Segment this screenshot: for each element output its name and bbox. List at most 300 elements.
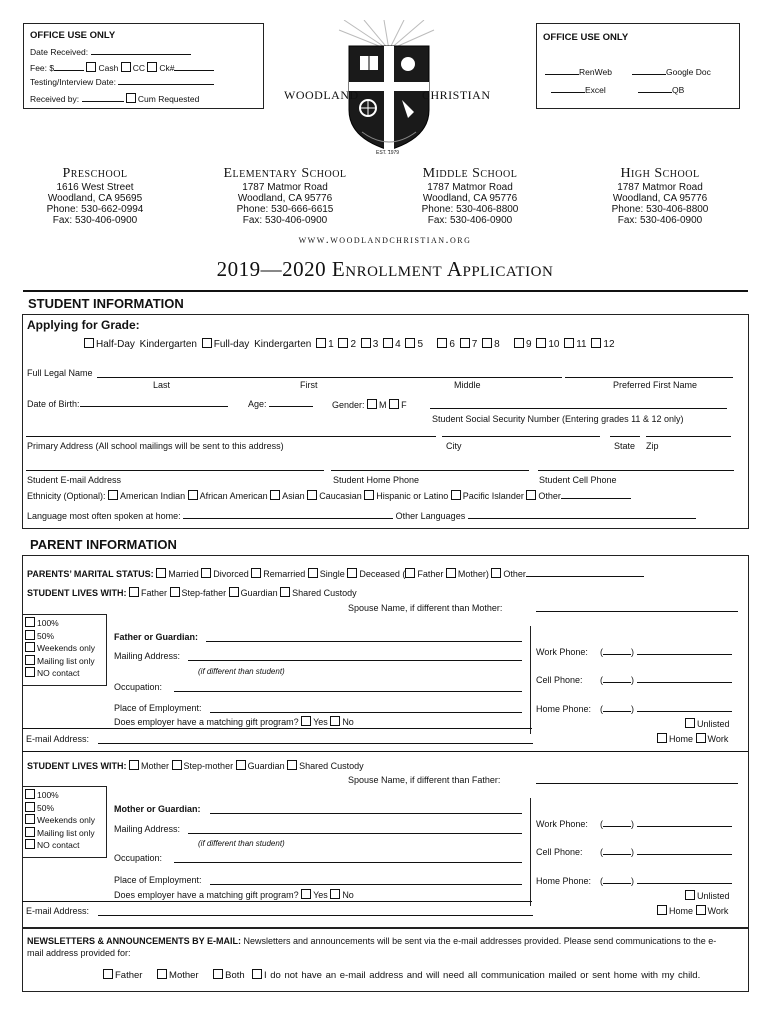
home-label: Home [669, 734, 694, 744]
matching-gift-label: Does employer have a matching gift program? [114, 717, 299, 727]
ssn-field[interactable] [430, 408, 727, 409]
newsletter-option: Mother [169, 970, 199, 981]
custody-option: NO contact [37, 668, 80, 678]
excel-label: Excel [585, 85, 606, 95]
cum-requested-checkbox[interactable] [126, 93, 136, 103]
school-logo [284, 20, 494, 160]
newsletter-text [27, 935, 717, 959]
ethnicity-option: Caucasian [319, 491, 362, 501]
received-by-label: Received by: [30, 94, 80, 104]
newsletter-option: I do not have an e-mail address and will need all communication mailed or sent home with my child. [264, 970, 701, 981]
grade-label: 7 [471, 339, 478, 350]
work-phone-label-1: Work Phone: [536, 647, 588, 657]
student-info-header: STUDENT INFORMATION [28, 296, 184, 311]
ethnicity-other-checkbox[interactable] [526, 490, 536, 500]
home-phone-label-1: Home Phone: [536, 704, 592, 714]
unlisted-label: Unlisted [697, 719, 730, 729]
excel-field[interactable] [551, 92, 585, 93]
gender-label: Gender: [332, 400, 365, 410]
student-email-field[interactable] [26, 470, 324, 471]
marital-status-label: PARENTS’ MARITAL STATUS: [27, 569, 154, 579]
marital-deceased-checkbox[interactable] [347, 568, 357, 578]
mailing-address-field-1[interactable] [188, 660, 522, 661]
grade-12-checkbox[interactable] [591, 338, 601, 348]
state-field[interactable] [610, 436, 640, 437]
custody-option: Weekends only [37, 643, 95, 653]
city-field[interactable] [442, 436, 600, 437]
email-type-row-1 [657, 733, 728, 744]
marital-married-checkbox[interactable] [156, 568, 166, 578]
lives-with-option: Mother [141, 761, 170, 771]
ssn-label: Student Social Security Number (Entering grades 11 & 12 only) [432, 414, 684, 424]
home-phone-field-1[interactable]: ( ) [600, 704, 732, 714]
custody-list-2 [25, 789, 95, 852]
deceased-mother-checkbox[interactable] [446, 568, 456, 578]
cell-phone-label-2: Cell Phone: [536, 847, 583, 857]
grade-label: 3 [372, 339, 379, 350]
marital-single-checkbox[interactable] [308, 568, 318, 578]
ck-checkbox[interactable] [147, 62, 157, 72]
ethnicity-pacific-islander-checkbox[interactable] [451, 490, 461, 500]
lives-with-guardian-checkbox[interactable] [229, 587, 239, 597]
lives-with-option: Shared Custody [299, 761, 364, 771]
grade-1-checkbox[interactable] [316, 338, 326, 348]
home-phone-label-2: Home Phone: [536, 876, 592, 886]
spouse-name-label-1: Spouse Name, if different than Mother: [348, 603, 503, 613]
qb-field[interactable] [638, 92, 672, 93]
other-languages-label: Other Languages [395, 511, 466, 521]
school-name: Elementary School [223, 166, 347, 181]
occupation-label-1: Occupation: [114, 682, 163, 692]
matching-gift-label: Does employer have a matching gift program? [114, 890, 299, 900]
home-label: Home [669, 906, 694, 916]
place-employment-field-2[interactable] [210, 884, 522, 885]
yes-label: Yes [313, 890, 328, 900]
ethnicity-option: Hispanic or Latino [376, 491, 449, 501]
matching-gift-row-2 [114, 889, 354, 900]
occupation-label-2: Occupation: [114, 853, 163, 863]
grade-label: 8 [494, 339, 500, 350]
custody-no-contact-checkbox[interactable] [25, 667, 35, 677]
unlisted-row-2 [685, 890, 730, 901]
custody-100-checkbox[interactable] [25, 789, 35, 799]
lives-with-label: STUDENT LIVES WITH: [27, 761, 127, 771]
school-address-1: 1787 Matmor Road [242, 182, 328, 193]
custody-weekends-checkbox[interactable] [25, 642, 35, 652]
lives-with-shared-custody-checkbox[interactable] [280, 587, 290, 597]
state-label: State [614, 441, 636, 451]
newsletter-description: Newsletters and announcements will be sent via the e-mail addresses provided. Please send communications to the e-mail address provided for: [27, 936, 717, 958]
custody-50-checkbox[interactable] [25, 630, 35, 640]
grade-4-checkbox[interactable] [383, 338, 393, 348]
city-label: City [446, 441, 462, 451]
dob-label: Date of Birth: [27, 399, 80, 409]
marital-option: Single [319, 569, 345, 579]
grade-11-checkbox[interactable] [564, 338, 574, 348]
date-received-field[interactable] [91, 54, 191, 55]
school-name: Middle School [422, 166, 518, 181]
school-address-1: 1787 Matmor Road [427, 182, 513, 193]
place-employment-label-2: Place of Employment: [114, 875, 202, 885]
custody-100-checkbox[interactable] [25, 617, 35, 627]
school-fax: Fax: 530-406-0900 [52, 215, 138, 226]
parent-info-header: PARENT INFORMATION [30, 537, 177, 552]
newsletter-options [103, 969, 700, 981]
google-doc-field[interactable] [632, 74, 666, 75]
grade-half-day-k-checkbox[interactable] [84, 338, 94, 348]
mailing-address-field-2[interactable] [188, 833, 522, 834]
custody-option: 50% [37, 630, 55, 641]
lives-with-option: Step-mother [183, 761, 234, 771]
occupation-field-1[interactable] [174, 691, 522, 692]
age-label: Age: [248, 399, 267, 409]
cash-label: Cash [98, 63, 119, 73]
grade-6-checkbox[interactable] [437, 338, 447, 348]
renweb-row [545, 67, 612, 77]
custody-option: Weekends only [37, 815, 95, 825]
email-label-1: E-mail Address: [26, 734, 90, 744]
fee-row [30, 62, 214, 73]
website-link[interactable]: www.woodlandchristian.org [298, 232, 472, 246]
school-phone: Phone: 530-662-0994 [46, 204, 144, 215]
ethnicity-american-indian-checkbox[interactable] [108, 490, 118, 500]
gender-m-checkbox[interactable] [367, 399, 377, 409]
place-employment-field-1[interactable] [210, 712, 522, 713]
unlisted-checkbox[interactable] [685, 890, 695, 900]
testing-label: Testing/Interview Date: [30, 77, 116, 87]
primary-address-label: Primary Address (All school mailings will be sent to this address) [27, 441, 284, 451]
custody-option: Mailing list only [37, 827, 95, 838]
student-home-phone-field[interactable] [331, 470, 529, 471]
testing-row [30, 77, 214, 87]
unlisted-checkbox[interactable] [685, 718, 695, 728]
mailing-address-label-1: Mailing Address: [114, 651, 181, 661]
cum-requested-label: Cum Requested [137, 94, 200, 104]
work-label: Work [707, 734, 729, 744]
newsletter-mother-checkbox[interactable] [157, 969, 167, 979]
logo-text-left: WOODLAND [284, 88, 359, 102]
middle-name-label: Middle [454, 380, 481, 390]
spouse-name-label-2: Spouse Name, if different than Father: [348, 775, 501, 785]
ethnicity-option: Asian [282, 491, 305, 501]
matching-yes-checkbox[interactable] [301, 889, 311, 899]
matching-yes-checkbox[interactable] [301, 716, 311, 726]
lives-with-guardian-2-checkbox[interactable] [236, 760, 246, 770]
fee-label: Fee: $ [30, 63, 55, 73]
newsletter-option: Both [225, 970, 245, 981]
qb-label: QB [672, 85, 685, 95]
excel-row [551, 85, 606, 95]
date-received-label: Date Received: [30, 47, 89, 57]
school-address-2: Woodland, CA 95695 [47, 193, 143, 204]
newsletter-label: NEWSLETTERS & ANNOUNCEMENTS BY E-MAIL: [27, 936, 242, 946]
google-doc-label: Google Doc [666, 67, 711, 77]
renweb-label: RenWeb [579, 67, 612, 77]
received-by-row [30, 93, 199, 104]
school-address-2: Woodland, CA 95776 [237, 193, 333, 204]
email-label-2: E-mail Address: [26, 906, 90, 916]
dob-field[interactable] [80, 406, 228, 407]
testing-field[interactable] [118, 84, 214, 85]
cc-checkbox[interactable] [121, 62, 131, 72]
mother-guardian-label: Mother or Guardian: [114, 804, 201, 814]
if-different-label-1: (if different than student) [198, 667, 285, 676]
logo-text-right: CHRISTIAN [422, 88, 491, 102]
grade-5-checkbox[interactable] [405, 338, 415, 348]
gender-f-label: F [401, 400, 407, 410]
zip-label: Zip [646, 441, 659, 451]
grade-10-checkbox[interactable] [536, 338, 546, 348]
grade-full-day-k-checkbox[interactable] [202, 338, 212, 348]
custody-no-contact-checkbox[interactable] [25, 839, 35, 849]
cell-phone-label-1: Cell Phone: [536, 675, 583, 685]
grade-8-checkbox[interactable] [482, 338, 492, 348]
grade-label: 6 [449, 339, 455, 350]
school-name: Preschool [62, 166, 128, 181]
email-field-1[interactable] [98, 743, 533, 744]
last-name-label: Last [153, 380, 171, 390]
student-cell-phone-label: Student Cell Phone [539, 475, 617, 485]
work-phone-field-1[interactable]: ( ) [600, 647, 732, 657]
received-by-field[interactable] [82, 101, 124, 102]
full-legal-name-label: Full Legal Name [27, 368, 93, 378]
fee-field[interactable] [54, 70, 84, 71]
school-middle [390, 166, 550, 226]
unlisted-row-1 [685, 718, 730, 729]
ethnicity-row [27, 490, 631, 501]
dob-row [27, 399, 228, 409]
language-row [27, 511, 696, 521]
marital-option: Other [503, 569, 526, 579]
first-name-label: First [300, 380, 318, 390]
marital-option: Remarried [263, 569, 306, 579]
school-address-1: 1616 West Street [56, 182, 134, 193]
lives-with-stepfather-checkbox[interactable] [170, 587, 180, 597]
marital-option: Father [417, 569, 444, 579]
parent-divider-v2 [530, 798, 531, 906]
matching-no-checkbox[interactable] [330, 716, 340, 726]
office-use-left-title: OFFICE USE ONLY [30, 30, 116, 41]
grade-label: 4 [395, 339, 401, 350]
lives-with-option: Father [141, 588, 168, 598]
custody-option: Mailing list only [37, 655, 95, 666]
cell-phone-field-2[interactable]: ( ) [600, 847, 732, 857]
email-field-2[interactable] [98, 915, 533, 916]
student-email-label: Student E-mail Address [27, 475, 122, 485]
student-home-phone-label: Student Home Phone [333, 475, 420, 485]
school-phone: Phone: 530-406-8800 [611, 204, 709, 215]
primary-address-field[interactable] [26, 436, 436, 437]
marital-option: Divorced [213, 569, 249, 579]
lives-with-option: Guardian [247, 761, 285, 771]
age-row [248, 399, 313, 409]
parent-section-divider [22, 751, 748, 752]
grade-7-checkbox[interactable] [460, 338, 470, 348]
gender-row [332, 399, 407, 410]
ethnicity-caucasian-checkbox[interactable] [307, 490, 317, 500]
school-fax: Fax: 530-406-0900 [427, 215, 513, 226]
custody-mailing-checkbox[interactable] [25, 827, 35, 837]
school-phone: Phone: 530-666-6615 [236, 204, 334, 215]
gender-m-label: M [379, 400, 387, 410]
spouse-name-field-1[interactable] [536, 611, 738, 612]
lives-with-stepmother-checkbox[interactable] [172, 760, 182, 770]
place-employment-label-1: Place of Employment: [114, 703, 202, 713]
language-field[interactable] [183, 518, 393, 519]
custody-list-1 [25, 617, 95, 680]
age-field[interactable] [269, 406, 313, 407]
ethnicity-option: African American [199, 491, 268, 501]
language-label: Language most often spoken at home: [27, 511, 181, 521]
renweb-field[interactable] [545, 74, 579, 75]
father-guardian-label: Father or Guardian: [114, 632, 199, 642]
logo-est: EST. 1979 [376, 150, 400, 156]
grade-label: Half-Day Kindergarten [96, 339, 197, 350]
lives-with-option: Guardian [240, 588, 278, 598]
school-address-2: Woodland, CA 95776 [612, 193, 708, 204]
qb-row [638, 85, 684, 95]
email-home-checkbox[interactable] [657, 905, 667, 915]
office-use-right-title: OFFICE USE ONLY [543, 32, 629, 43]
unlisted-label: Unlisted [697, 891, 730, 901]
grade-2-checkbox[interactable] [338, 338, 348, 348]
grade-label: 2 [350, 339, 357, 350]
grade-label: 5 [417, 339, 424, 350]
work-label: Work [707, 906, 729, 916]
email-work-checkbox[interactable] [696, 905, 706, 915]
lives-with-label: STUDENT LIVES WITH: [27, 588, 127, 598]
lives-with-father-checkbox[interactable] [129, 587, 139, 597]
school-fax: Fax: 530-406-0900 [617, 215, 703, 226]
ck-label: Ck# [159, 63, 175, 73]
school-phone: Phone: 530-406-8800 [421, 204, 519, 215]
mother-guardian-field[interactable] [210, 813, 522, 814]
matching-gift-row-1 [114, 716, 354, 727]
school-elementary [195, 166, 375, 226]
grade-label: 1 [328, 339, 334, 350]
gender-f-checkbox[interactable] [389, 399, 399, 409]
lives-with-row-2 [27, 760, 364, 771]
lives-with-option: Shared Custody [292, 588, 357, 598]
newsletter-both-checkbox[interactable] [213, 969, 223, 979]
zip-field[interactable] [646, 436, 731, 437]
school-preschool [20, 166, 170, 226]
date-received-row [30, 47, 191, 57]
ethnicity-option: American Indian [120, 491, 186, 501]
custody-50-checkbox[interactable] [25, 802, 35, 812]
grade-9-checkbox[interactable] [514, 338, 524, 348]
newsletter-no-email-checkbox[interactable] [252, 969, 262, 979]
father-guardian-field[interactable] [206, 641, 522, 642]
ethnicity-african-american-checkbox[interactable] [188, 490, 198, 500]
work-phone-field-2[interactable]: ( ) [600, 819, 732, 829]
school-address-2: Woodland, CA 95776 [422, 193, 518, 204]
occupation-field-2[interactable] [174, 862, 522, 863]
title-divider [23, 290, 748, 292]
full-legal-name-field[interactable] [97, 377, 562, 378]
custody-option: NO contact [37, 840, 80, 850]
work-phone-label-2: Work Phone: [536, 819, 588, 829]
school-address-1: 1787 Matmor Road [617, 182, 703, 193]
email-type-row-2 [657, 905, 728, 916]
parent-divider-h2 [22, 901, 532, 902]
spouse-name-field-2[interactable] [536, 783, 738, 784]
lives-with-option: Step-father [181, 588, 227, 598]
mailing-address-label-2: Mailing Address: [114, 824, 181, 834]
grade-label: 10 [548, 339, 560, 350]
parent-divider-h1 [22, 728, 532, 729]
marital-other-field[interactable] [526, 576, 644, 577]
school-fax: Fax: 530-406-0900 [242, 215, 328, 226]
custody-mailing-checkbox[interactable] [25, 655, 35, 665]
ethnicity-option: Pacific Islander [462, 491, 524, 501]
no-label: No [342, 717, 354, 727]
student-cell-phone-field[interactable] [538, 470, 734, 471]
marital-option: Mother) [457, 569, 489, 579]
grade-label: 11 [576, 339, 587, 350]
grade-label: 12 [603, 339, 615, 350]
ethnicity-other-field[interactable] [561, 498, 631, 499]
grade-label: Full-day Kindergarten [213, 339, 312, 350]
newsletter-father-checkbox[interactable] [103, 969, 113, 979]
ck-number-field[interactable] [174, 70, 214, 71]
grade-label: 9 [525, 339, 532, 350]
grade-3-checkbox[interactable] [361, 338, 371, 348]
applying-grade-label: Applying for Grade: [27, 318, 140, 332]
matching-no-checkbox[interactable] [330, 889, 340, 899]
marital-status-row [27, 568, 644, 579]
cc-label: CC [132, 63, 145, 73]
deceased-father-checkbox[interactable] [405, 568, 415, 578]
cash-checkbox[interactable] [86, 62, 96, 72]
office-use-left-box [23, 23, 264, 109]
ethnicity-hispanic-checkbox[interactable] [364, 490, 374, 500]
office-use-right-box [536, 23, 740, 109]
ethnicity-label: Ethnicity (Optional): [27, 491, 106, 501]
marital-divorced-checkbox[interactable] [201, 568, 211, 578]
custody-weekends-checkbox[interactable] [25, 814, 35, 824]
marital-option: Deceased ( [359, 569, 406, 579]
no-label: No [342, 890, 354, 900]
google-doc-row [632, 67, 711, 77]
newsletter-option: Father [115, 970, 143, 981]
school-high [580, 166, 740, 226]
other-languages-field[interactable] [468, 518, 696, 519]
cell-phone-field-1[interactable]: ( ) [600, 675, 732, 685]
lives-with-shared-custody-2-checkbox[interactable] [287, 760, 297, 770]
ethnicity-asian-checkbox[interactable] [270, 490, 280, 500]
marital-other-checkbox[interactable] [491, 568, 501, 578]
lives-with-mother-checkbox[interactable] [129, 760, 139, 770]
email-work-checkbox[interactable] [696, 733, 706, 743]
marital-option: Married [168, 569, 199, 579]
yes-label: Yes [313, 717, 328, 727]
custody-option: 50% [37, 802, 55, 813]
preferred-name-field[interactable] [565, 377, 733, 378]
home-phone-field-2[interactable]: ( ) [600, 876, 732, 886]
ethnicity-option: Other [538, 491, 561, 501]
parent-divider-v1 [530, 626, 531, 734]
custody-option: 100% [37, 618, 59, 628]
grade-options [84, 338, 615, 350]
if-different-label-2: (if different than student) [198, 839, 285, 848]
custody-option: 100% [37, 790, 59, 800]
page-title: 2019—2020 Enrollment Application [216, 257, 554, 281]
lives-with-row-1 [27, 587, 357, 598]
email-home-checkbox[interactable] [657, 733, 667, 743]
marital-remarried-checkbox[interactable] [251, 568, 261, 578]
school-name: High School [620, 166, 700, 181]
